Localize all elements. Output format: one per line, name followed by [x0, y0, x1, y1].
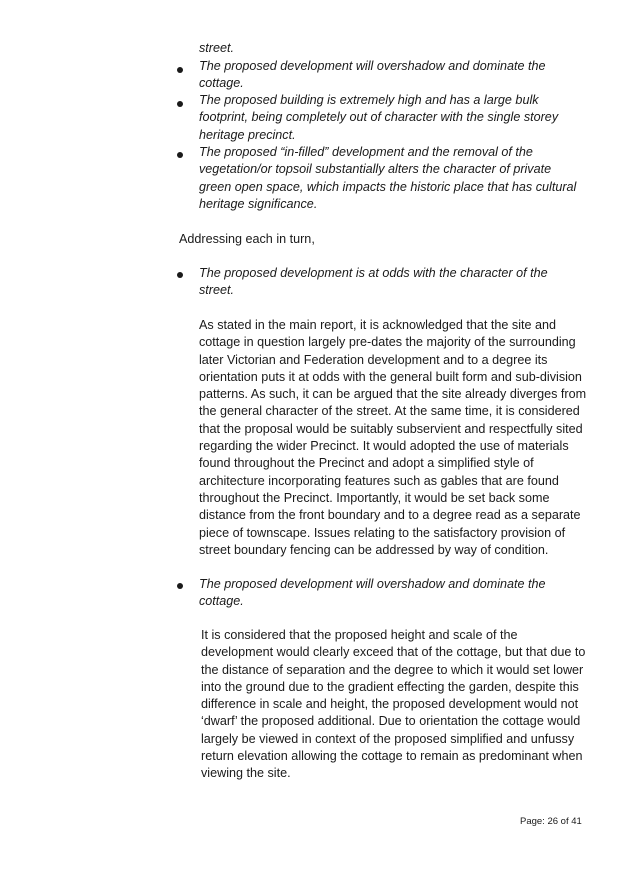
- objection-line: heritage precinct.: [199, 127, 296, 142]
- objection-line: green open space, which impacts the historic place that has cultural: [199, 179, 577, 194]
- response-body: [201, 627, 585, 783]
- response-body-line: piece of townscape. Issues relating to the satisfactory provision of: [199, 525, 566, 540]
- bullet-icon: [177, 272, 183, 278]
- response-body-line: return elevation allowing the cottage to remain as predominant when: [201, 749, 583, 764]
- response-body-line: street boundary fencing can be addressed by way of condition.: [199, 542, 549, 557]
- objection-line: The proposed development will overshadow and dominate the: [199, 59, 546, 73]
- objection-line: heritage significance.: [199, 196, 318, 211]
- response-body-line: As stated in the main report, it is acknowledged that the site and: [199, 318, 557, 332]
- response-body-line: development would clearly exceed that of the cottage, but that due to: [201, 645, 586, 660]
- response-body-line: orientation puts it at odds with the general built form and sub-division: [199, 369, 582, 384]
- page-number: Page: 26 of 41: [520, 816, 582, 827]
- response-body-line: found throughout the Precinct and adopt a simplified style of: [199, 456, 534, 471]
- bullet-icon: [177, 101, 183, 107]
- response-body-line: architecture incorporating features such as gables that are found: [199, 473, 559, 488]
- response-body-line: regarding the wider Precinct. It would adopted the use of materials: [199, 439, 569, 454]
- response-heading: [199, 265, 548, 300]
- objection-line: The proposed building is extremely high and has a large bulk: [199, 93, 539, 107]
- response-body-line: the distance of separation and the degree to which it would set lower: [201, 662, 584, 677]
- objection-item: [199, 92, 558, 144]
- response-body-line: the general character of the street. At the same time, it is considered: [199, 404, 580, 419]
- response-heading-line: cottage.: [199, 594, 244, 609]
- bullet-icon: [177, 152, 183, 158]
- objection-line: footprint, being completely out of character with the single storey: [199, 110, 559, 125]
- response-body-line: patterns. As such, it can be argued that the site already diverges from: [199, 387, 587, 402]
- response-body-line: largely be viewed in context of the proposed simplified and unfussy: [201, 731, 575, 746]
- intro-paragraph: Addressing each in turn,: [179, 232, 315, 246]
- response-body-line: ‘dwarf’ the proposed additional. Due to orientation the cottage would: [201, 714, 581, 729]
- response-body-line: distance from the front boundary and to a degree read as a separate: [199, 508, 581, 523]
- bullet-icon: [177, 583, 183, 589]
- objection-continued-tail: street.: [199, 41, 234, 55]
- response-heading-line: The proposed development is at odds with the character of the: [199, 266, 548, 280]
- response-heading-line: street.: [199, 283, 234, 298]
- response-body-line: later Victorian and Federation development and to a degree its: [199, 352, 548, 367]
- bullet-icon: [177, 67, 183, 73]
- objection-line: vegetation/or topsoil substantially alters the character of private: [199, 162, 552, 177]
- objection-line: cottage.: [199, 76, 244, 91]
- objection-item: [199, 58, 546, 93]
- response-body: [199, 317, 586, 559]
- objection-line: The proposed “in-filled” development and the removal of the: [199, 145, 533, 159]
- response-body-line: cottage in question largely pre-dates the majority of the surrounding: [199, 335, 576, 350]
- response-body-line: that the proposal would be suitably subservient and respectfully sited: [199, 421, 583, 436]
- response-body-line: It is considered that the proposed height and scale of the: [201, 628, 518, 642]
- response-heading: [199, 576, 546, 611]
- response-heading-line: The proposed development will overshadow and dominate the: [199, 577, 546, 591]
- response-body-line: throughout the Precinct. Importantly, it would be set back some: [199, 490, 550, 505]
- objection-item: [199, 144, 576, 213]
- response-body-line: into the ground due to the gradient effecting the garden, despite this: [201, 679, 579, 694]
- response-body-line: difference in scale and height, the proposed development would not: [201, 697, 579, 712]
- response-body-line: viewing the site.: [201, 766, 291, 781]
